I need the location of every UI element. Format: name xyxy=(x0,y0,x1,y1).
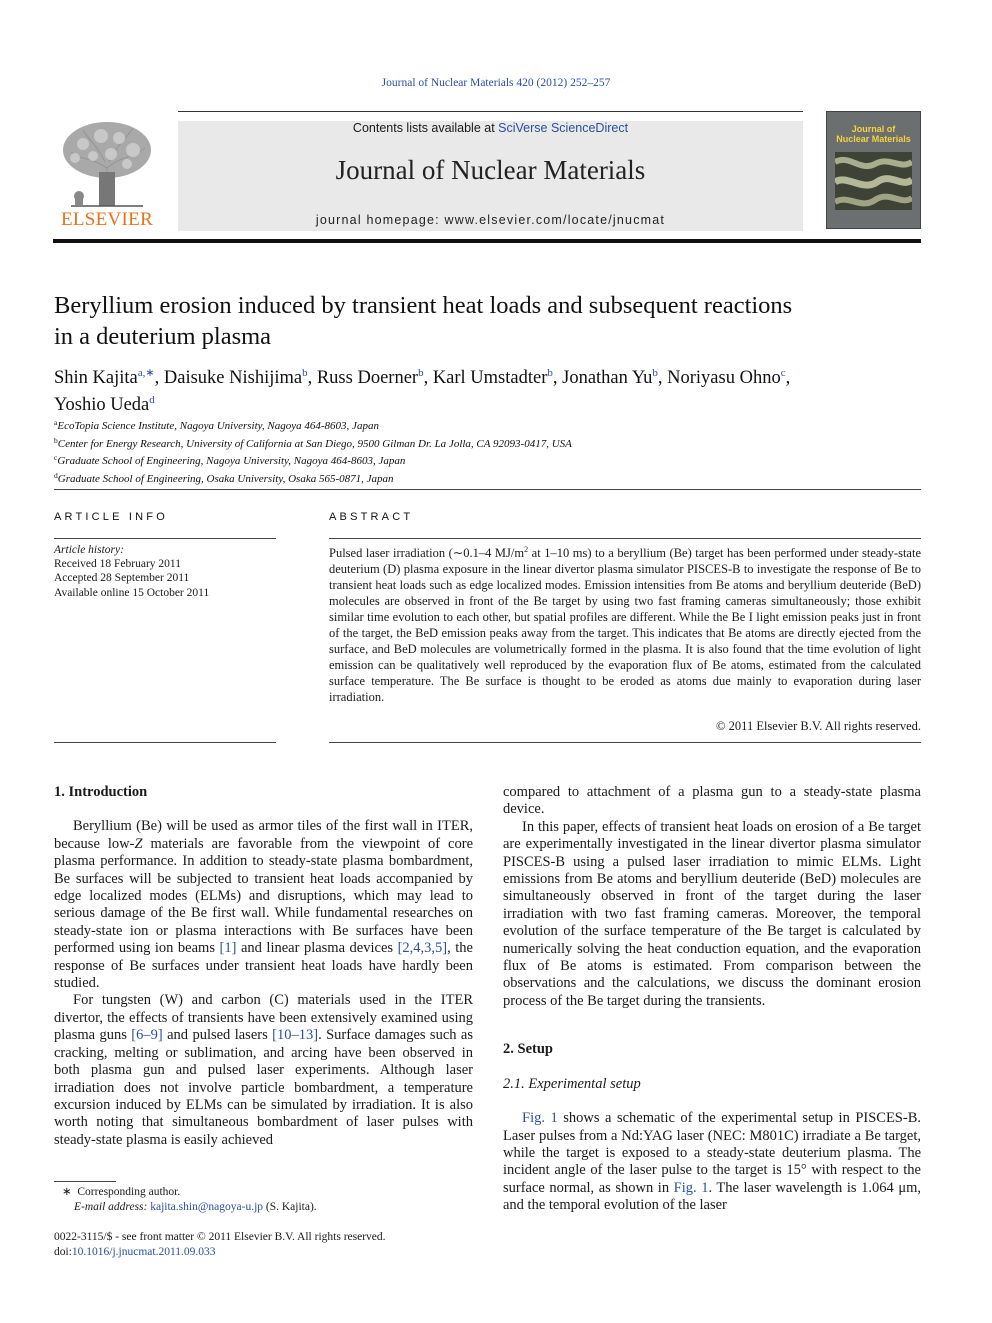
issn-note xyxy=(54,1230,514,1260)
affiliation: $^d$Graduate School of Engineering, Osaka University, Osaka 565-0871, Japan xyxy=(54,470,394,485)
journal-cover xyxy=(826,111,921,229)
elsevier-wordmark: ELSEVIER xyxy=(60,209,154,230)
abstract-copyright: © 2011 Elsevier B.V. All rights reserved. xyxy=(716,719,921,733)
contents-line xyxy=(178,121,803,135)
header-rule xyxy=(178,111,803,112)
divider xyxy=(54,538,276,539)
author-list: Shin Kajita$^{a,∗}$, Daisuke Nishijima$^b$, Russ Doerner$^b$, Karl Umstadter$^b$, Jonathan Yu$^b$, Noriyasu Ohno$^c$, Yoshio Ueda$^d$ xyxy=(54,367,791,415)
paragraph: For tungsten (W) and carbon (C) materials used in the ITER divertor, the effects of transients have been extensively examined using plasma guns [6–9] and pulsed lasers [10–13]. Surface damages such as cracking, melting or sublimation, and arcing have been observed in both plasma gun and pulsed laser experiments. Although laser irradiation does not involve particle bombardment, a temperature excursion induced by ELMs can be simulated by irradiation. It is also worth noting that simultaneous bombardment of laser pulses with steady-state plasma is easily achieved xyxy=(54,992,473,1148)
affiliations xyxy=(54,416,914,486)
cover-title-line2: Nuclear Materials xyxy=(836,134,911,144)
cover-title xyxy=(827,124,920,144)
history-label: Article history: xyxy=(54,544,124,556)
accepted-date: Accepted 28 September 2011 xyxy=(54,572,190,585)
cover-texture-icon xyxy=(835,152,912,210)
cover-title-line1: Journal of xyxy=(851,124,896,134)
author[interactable]: Noriyasu Ohno$^c$ xyxy=(667,367,786,388)
tree-logo-icon xyxy=(53,118,161,210)
journal-citation[interactable]: Journal of Nuclear Materials 420 (2012) 252–257 xyxy=(381,77,611,89)
author[interactable]: Karl Umstadter$^b$ xyxy=(432,367,553,388)
affiliation: $^c$Graduate School of Engineering, Nagoya University, Nagoya 464-8603, Japan xyxy=(54,453,406,468)
article-history xyxy=(54,543,276,600)
doi-line: doi:10.1016/j.jnucmat.2011.09.033 xyxy=(54,1246,216,1258)
author[interactable]: Yoshio Ueda$^d$ xyxy=(54,394,155,415)
received-date: Received 18 February 2011 xyxy=(54,558,181,571)
author[interactable]: Jonathan Yu$^b$ xyxy=(562,367,658,388)
body-left-column xyxy=(54,784,473,1149)
affiliation: $^b$Center for Energy Research, University of California at San Diego, 9500 Gilman Dr. La Jolla, CA 92093-0417, USA xyxy=(54,435,572,450)
citation-link[interactable]: [6–9] xyxy=(131,1027,163,1044)
paragraph: Fig. 1 shows a schematic of the experimental setup in PISCES-B. Laser pulses from a Nd:YAG laser (NEC: M801C) irradiate a Be target, while the target is exposed to a steady-state deuterium plasma. The incident angle of the laser pulse to the target is 15° with respect to the surface normal, as shown in Fig. 1. The laser wavelength is 1.064 μm, and the temporal evolution of the laser xyxy=(503,1110,921,1214)
paragraph: In this paper, effects of transient heat loads on erosion of a Be target are experimentally investigated in the linear divertor plasma simulator PISCES-B using a pulsed laser irradiation to mimic ELMs. Light emissions from Be atoms and beryllium deuteride (BeD) molecules are simultaneously observed in front of the target during the laser irradiation with two fast framing cameras. Moreover, the temporal evolution of the surface temperature of the Be target is calculated by numerically solving the heat conduction equation, and the evaporation flux of Be atoms is estimated. From comparison between the observations and the calculations, we discuss the dominant erosion process of the Be target during the transients. xyxy=(503,818,921,1009)
divider xyxy=(329,538,921,539)
header-heavy-rule xyxy=(53,239,921,243)
author[interactable]: Shin Kajita$^{a,∗}$ xyxy=(54,367,155,388)
issn-line: 0022-3115/$ - see front matter © 2011 Elsevier B.V. All rights reserved. xyxy=(54,1231,386,1243)
section-heading-setup: 2. Setup xyxy=(503,1041,553,1058)
figure-link[interactable]: Fig. 1 xyxy=(673,1179,709,1196)
divider xyxy=(329,742,921,743)
divider xyxy=(54,742,276,743)
corresponding-author-note: ∗ Corresponding author. E-mail address: kajita.shin@nagoya-u.jp (S. Kajita). xyxy=(62,1186,317,1213)
affiliation: $^a$EcoTopia Science Institute, Nagoya University, Nagoya 464-8603, Japan xyxy=(54,418,379,432)
abstract-heading: ABSTRACT xyxy=(329,511,414,523)
email-link[interactable]: kajita.shin@nagoya-u.jp xyxy=(150,1201,264,1213)
author[interactable]: Russ Doerner$^b$ xyxy=(316,367,424,388)
figure-link[interactable]: Fig. 1 xyxy=(522,1110,558,1127)
abstract-text: Pulsed laser irradiation (∼0.1–4 $MJ/m^2$ at 1–10 ms) to a beryllium (Be) target has been performed under steady-state deuterium (D) plasma exposure in the linear divertor plasma simulator PISCES-B to investigate the response of Be to transient heat loads such as edge localized modes. Emission intensities from Be atoms and beryllium deuteride (BeD) molecules are observed in front of the Be target by using two fast framing cameras simultaneously; those exhibit similar time evolution to each other, but spatial profiles are different. While the Be I light emission peaks just in front of the target, the BeD emission peaks away from the target. This indicates that Be atoms are directly ejected from the surface, and BeD molecules are volumetrically formed in the plasma. It is also found that the time evolution of light emission can be qualitatively well reproduced by the evaporation flux of Be atoms, estimated from the calculated surface temperature. The Be surface is thought to be eroded as atoms due mainly to evaporation during laser irradiation. xyxy=(329,545,921,705)
article-info-heading: ARTICLE INFO xyxy=(54,511,168,523)
author[interactable]: Daisuke Nishijima$^b$ xyxy=(163,367,308,388)
citation-link[interactable]: [1] xyxy=(219,940,237,957)
article-title-line1: Beryllium erosion induced by transient heat loads and subsequent reactions xyxy=(54,292,793,319)
divider xyxy=(54,489,921,490)
section-heading-introduction: 1. Introduction xyxy=(54,784,148,800)
paragraph: Beryllium (Be) will be used as armor tiles of the first wall in ITER, because low-Z materials are favorable from the viewpoint of core plasma performance. In addition to steady-state plasma bombardment, Be surfaces will be subjected to transient heat loads accompanied by edge localized modes (ELMs) and disruptions, which may lead to serious damage of the Be first wall. While fundamental researches on steady-state ion or plasma interactions with Be surfaces have been performed using ion beams [1] and linear plasma devices [2,4,3,5], the response of Be surfaces under transient heat loads have hardly been studied. xyxy=(54,818,473,992)
citation-link[interactable]: [2,4,3,5] xyxy=(397,940,448,957)
online-date: Available online 15 October 2011 xyxy=(54,586,210,599)
cover-image xyxy=(835,152,912,210)
body-right-column xyxy=(503,784,921,1215)
subsection-heading-experimental-setup: 2.1. Experimental setup xyxy=(503,1075,641,1092)
citation-link[interactable]: [10–13] xyxy=(272,1027,319,1044)
footnote-rule xyxy=(54,1181,116,1182)
article-title-line2: in a deuterium plasma xyxy=(54,323,272,350)
paragraph: compared to attachment of a plasma gun to a steady-state plasma device. xyxy=(503,784,921,818)
doi-link[interactable]: 10.1016/j.jnucmat.2011.09.033 xyxy=(71,1246,216,1258)
sciencedirect-link[interactable]: SciVerse ScienceDirect xyxy=(498,121,629,135)
article-title xyxy=(54,290,914,352)
contents-prefix: Contents lists available at xyxy=(352,121,495,135)
journal-title: Journal of Nuclear Materials xyxy=(335,155,646,185)
journal-homepage[interactable]: journal homepage: www.elsevier.com/locate/jnucmat xyxy=(315,213,666,227)
